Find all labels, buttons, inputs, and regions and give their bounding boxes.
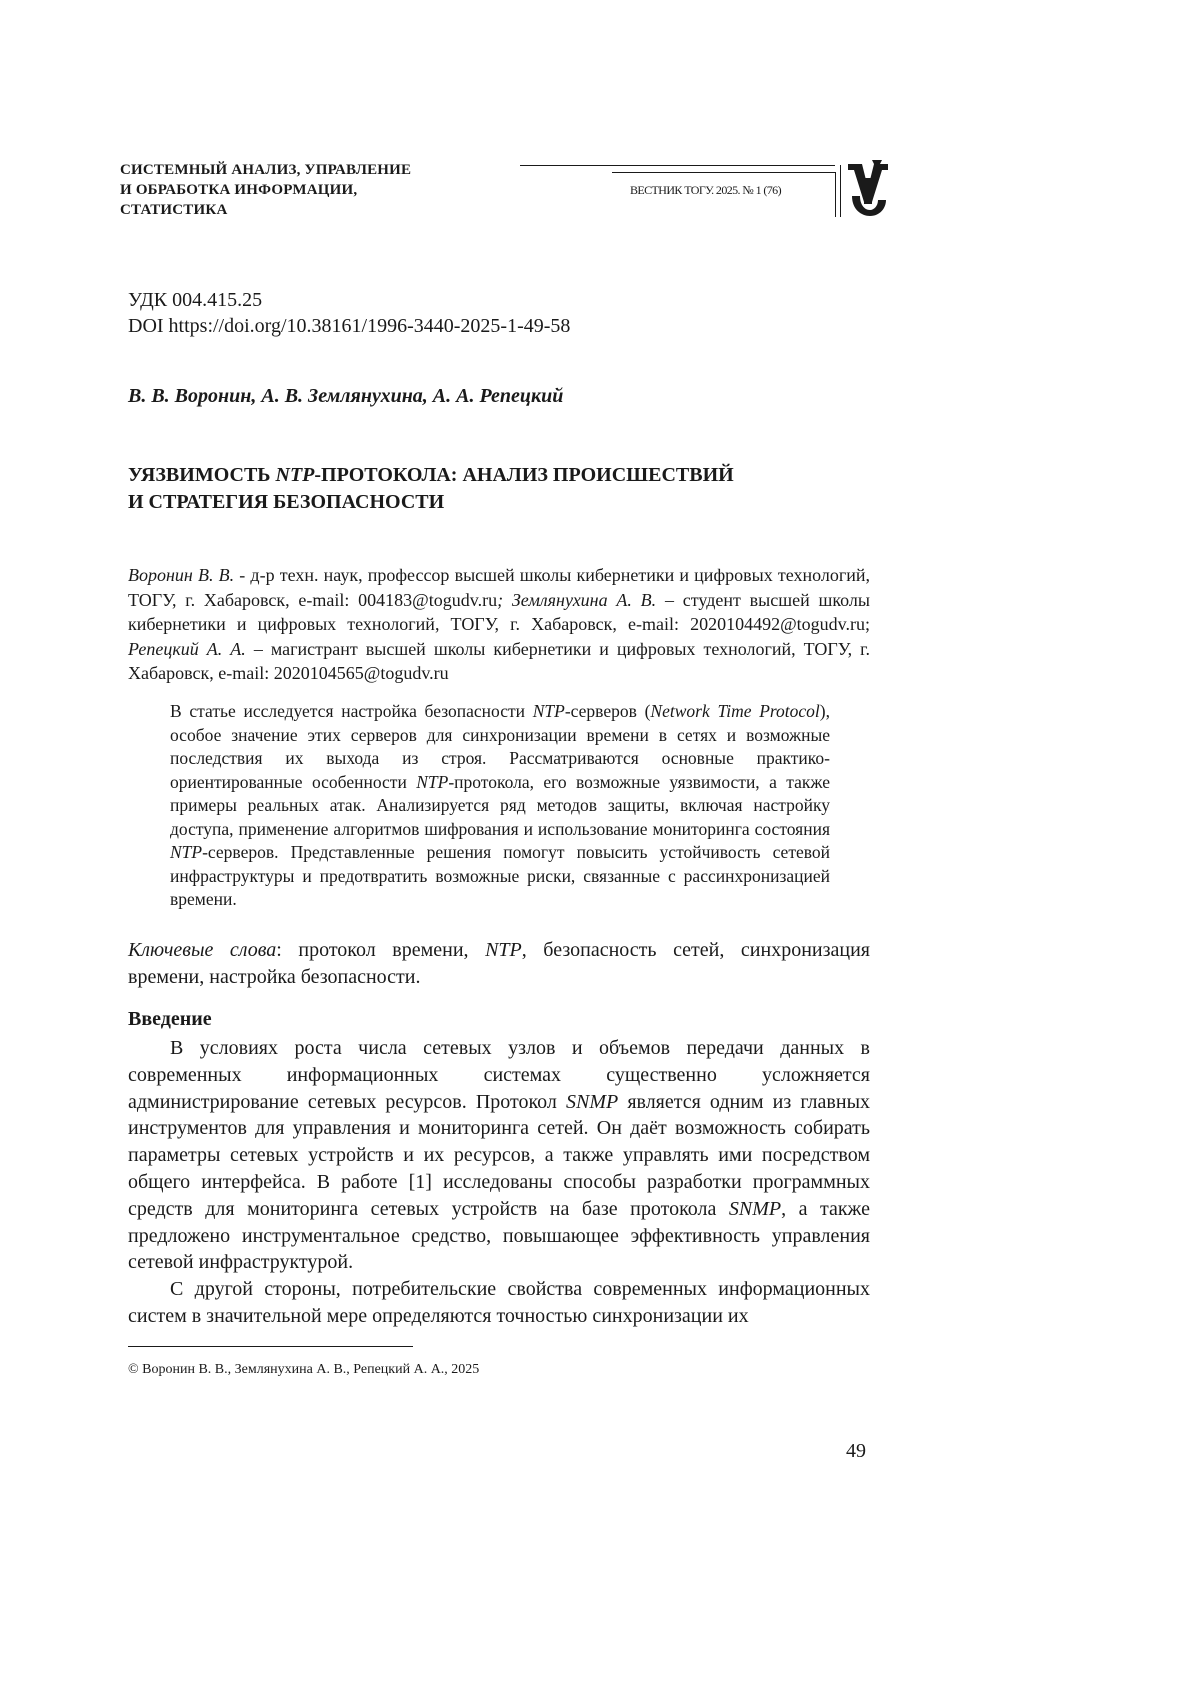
doi-link[interactable]: DOI https://doi.org/10.38161/1996-3440-2025-1-49-58 [128, 315, 571, 337]
author-1-info: - д-р техн. наук, профессор высшей школы кибернетики и цифровых технологий, ТОГУ, г. Хабаровск, e-mail: 004183@togudv.ru [128, 565, 870, 610]
abstract-text-4: -протокола, его возможные уязвимости, а также примеры реальных атак. Анализируется ряд методов защиты, включая настройку доступа, применение алгоритмов шифрования и использование мониторинга состояния [170, 771, 831, 839]
title-line-2: И СТРАТЕГИЯ БЕЗОПАСНОСТИ [128, 491, 445, 513]
author-3-name: Репецкий А. А. [128, 638, 246, 659]
title-ntp: NTP [275, 464, 315, 486]
journal-logo-icon [842, 158, 894, 220]
affil-separator: ; [497, 589, 512, 610]
intro-paragraph-1 [128, 1035, 870, 1276]
author-3-info: – магистрант высшей школы кибернетики и цифровых технологий, ТОГУ, г. Хабаровск, e-mail: 2020104565@togudv.ru [128, 638, 871, 683]
udc-block [128, 287, 570, 339]
abstract-ntp-full: Network Time Protocol [650, 701, 820, 721]
intro-snmp-1: SNMP [566, 1090, 619, 1113]
page-number: 49 [846, 1440, 866, 1462]
intro-body [128, 1035, 870, 1330]
keywords-label: Ключевые слова [128, 939, 277, 961]
intro-text-1a: В условиях роста числа сетевых узлов и объемов передачи данных в современных информационных системах существенно усложняется администрирование сетевых ресурсов. Протокол [128, 1037, 870, 1113]
authors: В. В. Воронин, А. В. Землянухина, А. А. Репецкий [128, 385, 564, 407]
author-affiliations [128, 563, 870, 686]
header-rule [520, 165, 835, 166]
author-1-name: Воронин В. В. [128, 565, 235, 585]
intro-text-1b: является одним из главных инструментов для управления и мониторинга сетей. Он даёт возможность собирать параметры сетевых устройств и их ресурсов, а также управлять ими посредством общего интерфейса. В работе [1] исследованы способы разработки программных средств для мониторинга сетевых устройств на базе протокола [128, 1090, 870, 1220]
abstract-text-5: -серверов. Представленные решения помогут повысить устойчивость сетевой инфраструктуры и предотвратить возможные риски, связанные с рассинхронизацией времени. [170, 842, 830, 909]
author-2-name: Землянухина А. В. [511, 589, 657, 610]
abstract-ntp-1: NTP [532, 701, 565, 721]
journal-name: ВЕСТНИК ТОГУ. 2025. № 1 (76) [630, 183, 781, 197]
abstract [170, 700, 830, 912]
abstract-ntp-2: NTP [416, 771, 449, 792]
keywords [128, 937, 870, 990]
intro-paragraph-2: С другой стороны, потребительские свойства современных информационных систем в значительной мере определяются точностью синхронизации их [128, 1278, 870, 1327]
title-text-2: -ПРОТОКОЛА: АНАЛИЗ ПРОИСШЕСТВИЙ [314, 464, 734, 486]
copyright-footnote: © Воронин В. В., Землянухина А. В., Репецкий А. А., 2025 [128, 1362, 480, 1377]
abstract-text-1: В статье исследуется настройка безопасности [170, 701, 533, 721]
section-line-1: СИСТЕМНЫЙ АНАЛИЗ, УПРАВЛЕНИЕ [120, 162, 412, 178]
section-heading [120, 160, 411, 220]
section-line-3: СТАТИСТИКА [120, 202, 228, 218]
journal-frame-outer [836, 165, 841, 217]
abstract-text-2: -серверов ( [564, 701, 651, 721]
intro-snmp-2: SNMP [728, 1197, 782, 1220]
intro-text-1c: , а также предложено инструментальное средство, повышающее эффективность управления сетевой инфраструктурой. [128, 1197, 870, 1274]
keywords-text-1: : протокол времени, [276, 939, 486, 961]
intro-heading: Введение [128, 1008, 212, 1030]
title-text-1: УЯЗВИМОСТЬ [128, 464, 276, 486]
keywords-ntp: NTP [485, 939, 522, 961]
article-title [128, 462, 734, 516]
section-line-2: И ОБРАБОТКА ИНФОРМАЦИИ, [120, 182, 358, 198]
keywords-text-2: , безопасность сетей, синхронизация времени, настройка безопасности. [128, 939, 870, 988]
author-2-info: – студент высшей школы кибернетики и цифровых технологий, ТОГУ, г. Хабаровск, e-mail: 2020104492@togudv.ru; [128, 589, 871, 634]
footnote-rule [128, 1346, 413, 1347]
abstract-text-3: ), особое значение этих серверов для синхронизации времени в сетях и возможные последствия их выхода из строя. Рассматриваются основные практико-ориентированные особенности [170, 701, 830, 792]
title-line-1 [128, 462, 734, 489]
abstract-ntp-3: NTP [170, 842, 203, 862]
udc-code: УДК 004.415.25 [128, 289, 263, 311]
